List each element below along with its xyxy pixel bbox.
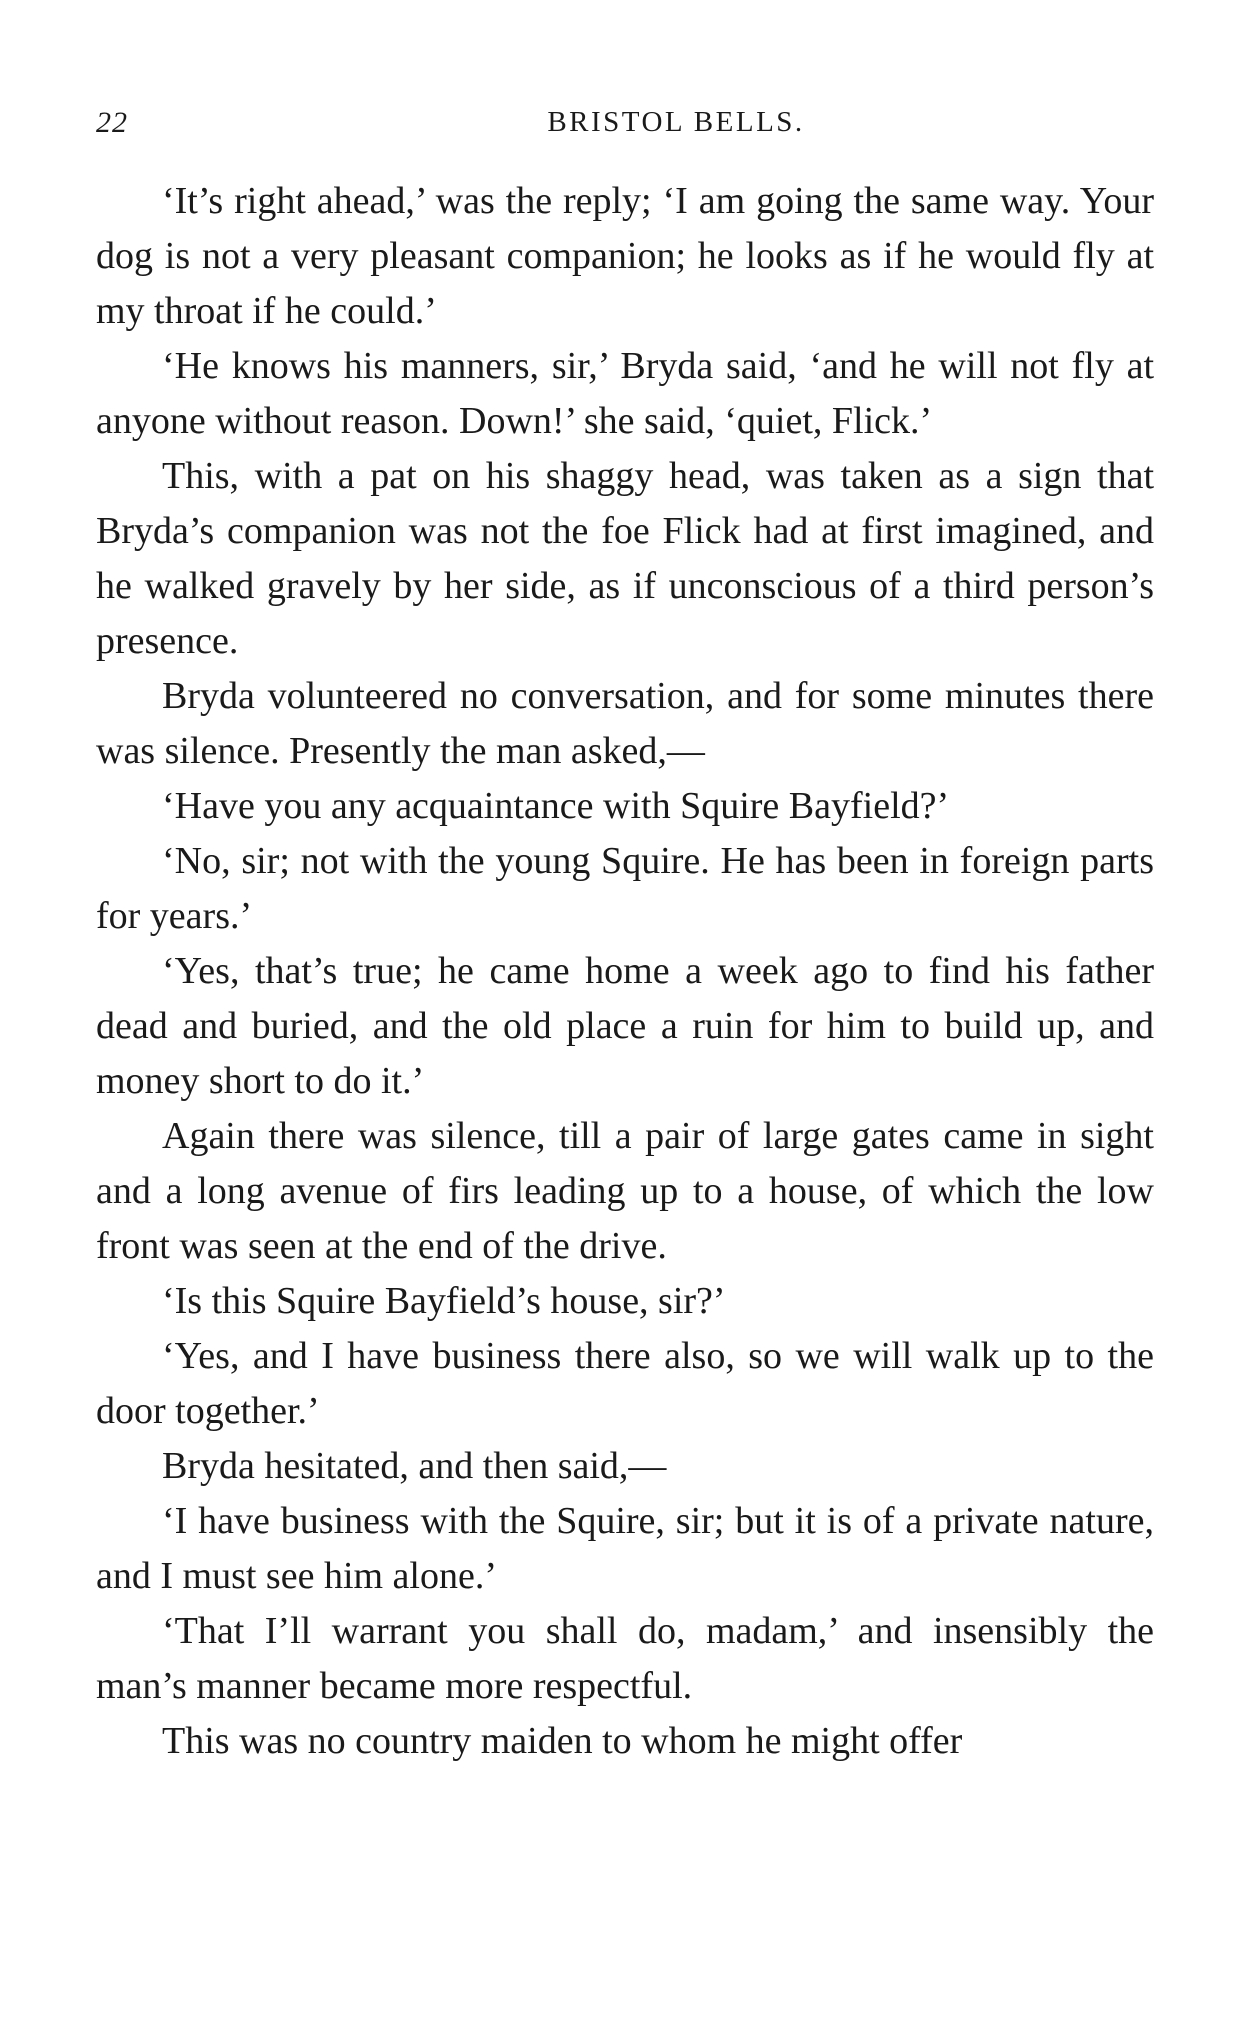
- paragraph: Bryda volunteered no conversation, and for some minutes there was silence. Presently the man asked,—: [96, 675, 1154, 772]
- body-text: [96, 174, 1154, 1769]
- paragraph: ‘Yes, that’s true; he came home a week ago to find his father dead and buried, and the old place a ruin for him to build up, and money short to do it.’: [96, 950, 1154, 1102]
- page-header: [96, 106, 1166, 146]
- paragraph: Again there was silence, till a pair of large gates came in sight and a long avenue of firs leading up to a house, of which the low front was seen at the end of the drive.: [96, 1115, 1154, 1267]
- paragraph: ‘Have you any acquaintance with Squire Bayfield?’: [162, 785, 950, 827]
- paragraph: ‘Is this Squire Bayfield’s house, sir?’: [162, 1280, 726, 1322]
- paragraph: ‘That I’ll warrant you shall do, madam,’ and insensibly the man’s manner became more respectful.: [96, 1610, 1154, 1707]
- paragraph: ‘No, sir; not with the young Squire. He has been in foreign parts for years.’: [96, 840, 1154, 937]
- paragraph: ‘I have business with the Squire, sir; but it is of a private nature, and I must see him alone.’: [96, 1500, 1154, 1597]
- paragraph: ‘It’s right ahead,’ was the reply; ‘I am going the same way. Your dog is not a very pleasant companion; he looks as if he would fly at my throat if he could.’: [96, 180, 1154, 332]
- paragraph: ‘He knows his manners, sir,’ Bryda said, ‘and he will not fly at anyone without reason. Down!’ she said, ‘quiet, Flick.’: [96, 345, 1154, 442]
- running-title: BRISTOL BELLS.: [547, 106, 805, 138]
- paragraph: ‘Yes, and I have business there also, so we will walk up to the door together.’: [96, 1335, 1154, 1432]
- paragraph: Bryda hesitated, and then said,—: [162, 1445, 667, 1487]
- paragraph: This was no country maiden to whom he might offer: [162, 1720, 963, 1762]
- page-number: 22: [96, 106, 128, 139]
- paragraph: This, with a pat on his shaggy head, was taken as a sign that Bryda’s companion was not the foe Flick had at first imagined, and he walked gravely by her side, as if unconscious of a third person’s presence.: [96, 455, 1154, 662]
